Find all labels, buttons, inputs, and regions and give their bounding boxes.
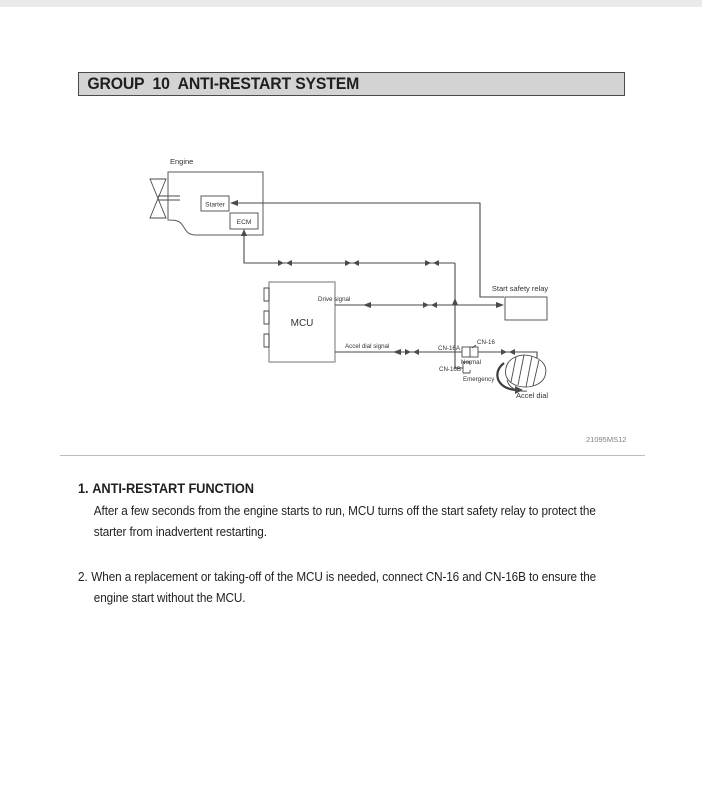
- accel-dial-knob-icon: [506, 355, 546, 387]
- drive-signal-arrow: [363, 302, 371, 308]
- body-text: [78, 481, 629, 609]
- junction-mark: [452, 298, 458, 305]
- figure-code: 21095MS12: [586, 435, 627, 444]
- engine-label: Engine: [170, 157, 194, 166]
- cn16a-connector-icon: [462, 347, 470, 357]
- cn16-label: CN-16: [477, 339, 495, 346]
- drive-signal-label: Drive signal: [318, 296, 351, 303]
- section-2-text: When a replacement or taking-off of the MCU is needed, connect CN-16 and CN-16B to ensure the engine start without the MCU.: [91, 570, 597, 605]
- mcu-connector-tabs: [264, 288, 269, 347]
- engine-block: [150, 157, 263, 235]
- emergency-label: Emergency: [463, 376, 495, 383]
- accel-dial-label: Accel dial: [515, 391, 549, 400]
- cn16b-label: CN-16B: [438, 366, 461, 373]
- section-1-heading: [78, 481, 629, 496]
- normal-label: Normal: [461, 359, 481, 366]
- section-2-number: 2.: [78, 570, 88, 584]
- section-1-title: ANTI-RESTART FUNCTION: [92, 481, 254, 496]
- relay-label: Start safety relay: [491, 284, 549, 293]
- mcu-block: [264, 282, 335, 362]
- accel-signal-arrow: [393, 349, 401, 355]
- separator-line: [60, 455, 645, 456]
- section-1: [78, 481, 629, 543]
- cn16-connector-icon: [470, 347, 478, 357]
- accel-signal-label: Accel dial signal: [345, 343, 390, 350]
- section-1-number: 1.: [78, 481, 89, 496]
- ecm-wire: [244, 236, 455, 263]
- arrow-into-relay: [496, 302, 504, 308]
- cn16-connectors: [438, 339, 495, 383]
- cn16-leader-line: [472, 345, 476, 348]
- accel-dial-knob-ridges: [511, 355, 539, 387]
- section-2-body: [78, 567, 629, 609]
- cn16a-label: CN-16A: [437, 345, 460, 352]
- section-2: [78, 567, 629, 609]
- fan-icon: [150, 179, 166, 218]
- relay-box: [505, 297, 547, 320]
- section-1-body: After a few seconds from the engine starts to run, MCU turns off the start safety relay to protect the starter from inadvertent restarting.: [93, 504, 596, 539]
- ecm-label: ECM: [236, 219, 252, 226]
- starter-label: Starter: [205, 201, 225, 209]
- section-header-title: GROUP 10 ANTI-RESTART SYSTEM: [87, 74, 360, 93]
- accel-dial: [497, 355, 548, 400]
- accel-signal-wire: [335, 352, 537, 358]
- mcu-label: MCU: [290, 318, 314, 329]
- start-safety-relay: [492, 284, 549, 320]
